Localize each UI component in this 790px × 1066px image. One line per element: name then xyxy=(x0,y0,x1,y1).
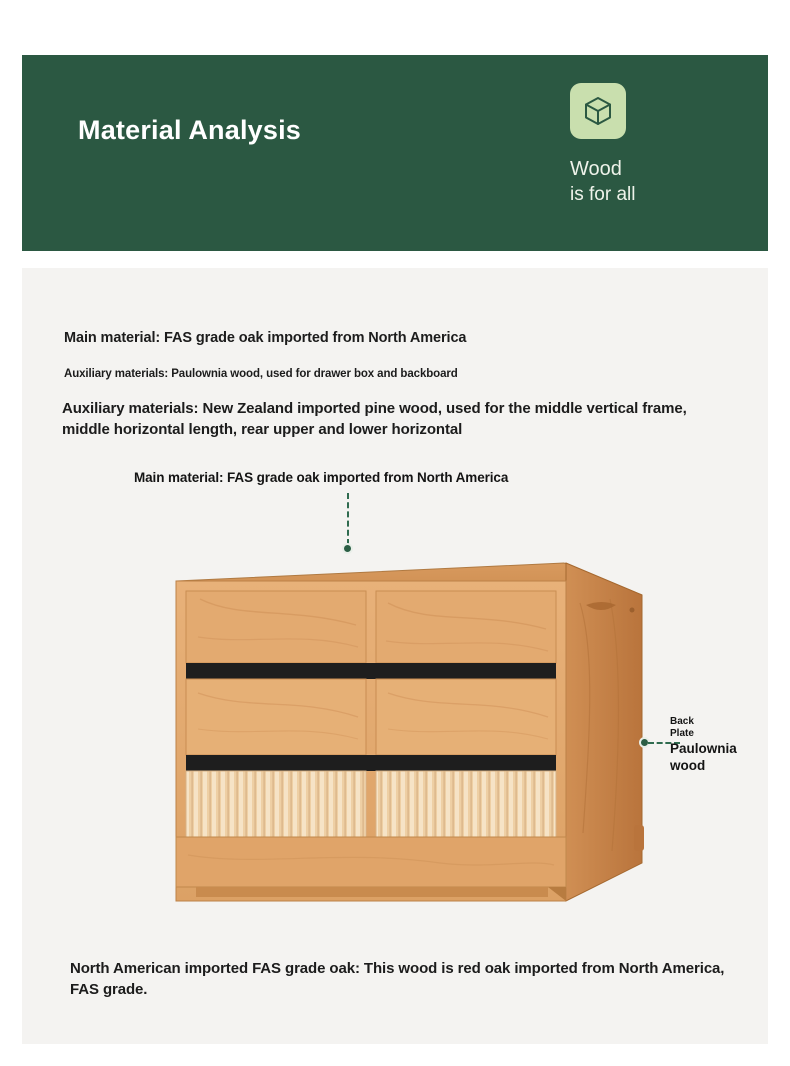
header-banner xyxy=(22,55,768,251)
dresser-illustration xyxy=(140,533,650,908)
callout-top-label: Main material: FAS grade oak imported from North America xyxy=(134,470,509,485)
callout-right-label xyxy=(670,716,762,773)
callout-right-big-line2: wood xyxy=(670,757,706,773)
aux-material-2-text: Auxiliary materials: New Zealand imported pine wood, used for the middle vertical frame, middle horizontal length, rear upper and lower horizontal xyxy=(62,400,687,439)
callout-right-small-line1: Back xyxy=(670,716,694,727)
header-subtitle xyxy=(570,157,716,207)
bottom-note-text: North American imported FAS grade oak: This wood is red oak imported from North America, FAS grade. xyxy=(70,960,725,999)
callout-right-small-line2: Plate xyxy=(670,727,694,739)
header-subtitle-line2: is for all xyxy=(570,183,636,205)
header-brand-block xyxy=(566,83,716,207)
content-panel xyxy=(22,268,768,1044)
aux-material-1-text: Auxiliary materials: Paulownia wood, used for drawer box and backboard xyxy=(64,368,458,380)
callout-right-big-line1: Paulownia xyxy=(670,740,737,756)
header-subtitle-line1: Wood xyxy=(570,158,622,180)
page-title: Material Analysis xyxy=(78,115,301,145)
main-material-text: Main material: FAS grade oak imported from North America xyxy=(64,330,467,346)
cube-icon xyxy=(570,83,626,139)
